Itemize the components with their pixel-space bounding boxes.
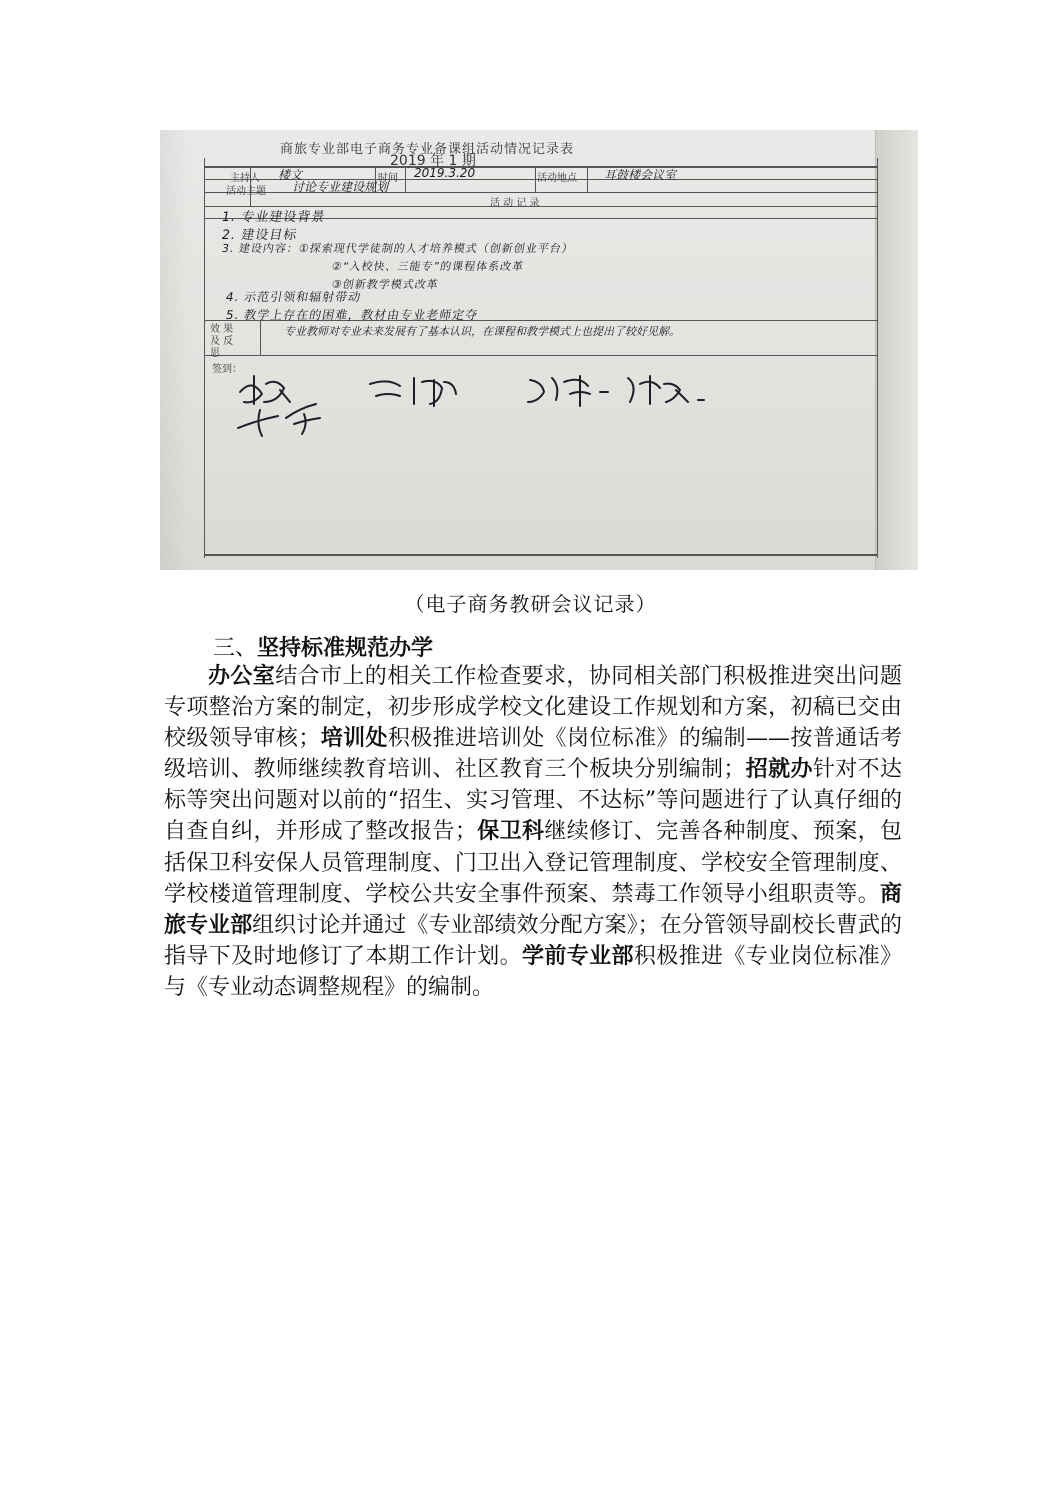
photo-shadow xyxy=(160,130,190,570)
label-record: 活 动 记 录 xyxy=(490,198,540,209)
adjacent-sheet-edge xyxy=(875,130,918,570)
form-number: 2019 年 1 期 xyxy=(390,153,476,169)
department-name: 学前专业部 xyxy=(521,942,634,969)
department-name: 办公室 xyxy=(208,663,276,689)
photo-caption: （电子商务教研会议记录） xyxy=(404,592,657,616)
department-name: 商旅专业部 xyxy=(164,880,902,938)
meeting-record-photo xyxy=(160,130,918,570)
record-line: ②“入校快、三能专”的课程体系改革 xyxy=(330,260,526,273)
label-location: 活动地点 xyxy=(537,173,577,184)
handwritten-reflection: 专业教师对专业未来发展有了基本认识，在课程和教学模式上也提出了较好见解。 xyxy=(284,325,680,338)
section-number: 三、 xyxy=(213,636,258,661)
label-sign-in: 签到： xyxy=(212,364,242,375)
paragraph-text: 积极推进培训处《岗位标准》的编制——按普通话考级培训、教师继续教育培训、社区教育三个板块分别编制； xyxy=(164,726,902,783)
paragraph-text: 积极推进《专业岗位标准》与《专业动态调整规程》的编制。 xyxy=(164,943,902,1000)
record-line: 4. 示范引领和辐射带动 xyxy=(224,290,363,304)
form-title: 商旅专业部电子商务专业备课组活动情况记录表 xyxy=(280,142,575,157)
paragraph-text: 组织讨论并通过《专业部绩效分配方案》；在分管领导副校长曹武的指导下及时地修订了本期工作计划。 xyxy=(164,912,902,969)
department-name: 招就办 xyxy=(745,756,813,783)
record-line: 1. 专业建设背景 xyxy=(220,210,327,225)
department-name: 培训处 xyxy=(320,725,388,752)
section-heading xyxy=(213,631,433,662)
label-time: 时间 xyxy=(378,173,398,184)
handwritten-topic: 讨论专业建设规划 xyxy=(292,180,389,194)
handwritten-signatures xyxy=(230,370,790,440)
record-line: 3. 建设内容：①探索现代学徒制的人才培养模式（创新创业平台） xyxy=(220,242,575,255)
paragraph-text: 针对不达标等突出问题对以前的“招生、实习管理、不达标”等问题进行了认真仔细的自查自纠，并形成了整改报告； xyxy=(164,757,902,845)
paragraph-text: 结合市上的相关工作检查要求，协同相关部门积极推进突出问题专项整治方案的制定，初步形成学校文化建设工作规划和方案，初稿已交由校级领导审核； xyxy=(164,664,902,752)
record-line: 2. 建设目标 xyxy=(220,228,299,243)
department-name: 保卫科 xyxy=(476,818,545,845)
section-paragraph xyxy=(164,661,902,1003)
record-line: ③创新教学模式改革 xyxy=(330,278,440,291)
section-title: 坚持标准规范办学 xyxy=(257,635,434,661)
label-host: 主持人 xyxy=(230,173,260,184)
label-topic: 活动主题 xyxy=(226,186,266,197)
label-effect: 效 果 及 反 思 xyxy=(210,324,234,359)
handwritten-host: 楼文 xyxy=(278,168,303,182)
handwritten-time: 2019.3.20 xyxy=(414,166,476,180)
record-line: 5. 教学上存在的困难，教材由专业老师定夺 xyxy=(224,308,480,322)
paragraph-text: 继续修订、完善各种制度、预案，包括保卫科安保人员管理制度、门卫出入登记管理制度、学校安全管理制度、学校楼道管理制度、学校公共安全事件预案、禁毒工作领导小组职责等。 xyxy=(164,819,902,907)
handwritten-location: 耳鼓楼会议室 xyxy=(604,168,677,182)
